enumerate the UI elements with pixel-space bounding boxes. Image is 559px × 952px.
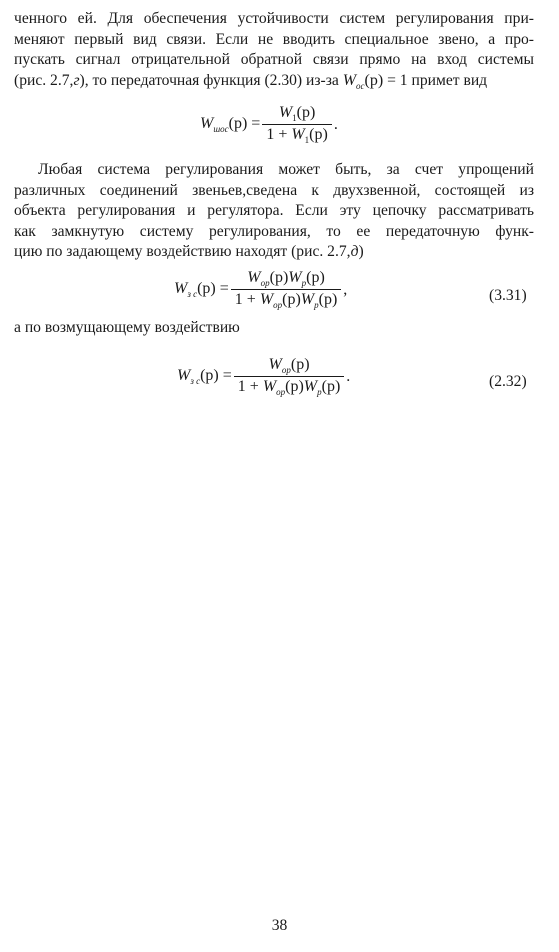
text-line — [14, 71, 534, 97]
fraction — [262, 104, 332, 145]
inline-symbol: $W_{ос}(p)$ — [342, 71, 384, 91]
denominator: $1 + W_{ор}(p)W_р(p)$ — [231, 289, 342, 310]
figure-letter: д — [350, 243, 359, 260]
fraction — [231, 269, 342, 310]
paragraph-2 — [14, 160, 534, 263]
text-line: меняют первый вид связи. Если не вводить специальное звено, а про- — [14, 30, 534, 48]
text-line: различных соединений звеньев,сведена к двухзвенной, состоящей из — [14, 181, 534, 199]
numerator: $W_{ор}(p)$ — [268, 356, 310, 375]
paragraph-1 — [14, 9, 534, 96]
figure-letter: г — [73, 71, 80, 89]
text-fragment: = 1 примет вид — [383, 71, 488, 89]
denominator: $1 + W_1(p)$ — [262, 124, 332, 145]
text-line: пускать сигнал отрицательной обратной связи прямо на вход системы — [14, 51, 534, 68]
equation-2 — [174, 269, 347, 310]
text-line: цию по задающему воздействию находят (рис. 2.7,д) — [14, 243, 364, 260]
page-number: 38 — [271, 917, 288, 934]
text-line: ченного ей. Для обеспечения устойчивости систем регулирования при- — [14, 10, 534, 27]
equation-3 — [177, 356, 350, 397]
equation-lhs: $W_{з с}(p)$ = — [174, 280, 229, 299]
punctuation: . — [333, 115, 338, 133]
denominator: $1 + W_{ор}(p)W_р(p)$ — [234, 376, 345, 397]
paragraph-3 — [14, 318, 534, 339]
equation-lhs: $W_{з с}(p)$ = — [177, 367, 232, 386]
equation-lhs: $W_{шос}(p)$ = — [200, 115, 261, 134]
text-fragment: (рис. 2.7, — [14, 71, 74, 89]
equation-number: (2.32) — [489, 373, 527, 390]
numerator: $W_1(p)$ — [278, 104, 316, 123]
text-line: а по возмущающему воздействию — [14, 319, 240, 336]
punctuation: . — [346, 367, 351, 385]
equation-number: (3.31) — [489, 287, 527, 304]
equation-1 — [200, 104, 338, 145]
text-line: как замкнутую систему регулирования, то ее передаточную функ- — [14, 222, 534, 240]
text-line: объекта регулирования и регулятора. Если эту цепочку рассматривать — [14, 202, 534, 219]
text-line: Любая система регулирования может быть, за счет упрощений — [38, 161, 534, 178]
text-fragment: ), то передаточная функция (2.30) из-за — [79, 71, 339, 89]
fraction — [234, 356, 345, 397]
numerator: $W_{ор}(p)W_р(p)$ — [247, 269, 325, 288]
punctuation: , — [343, 280, 348, 298]
